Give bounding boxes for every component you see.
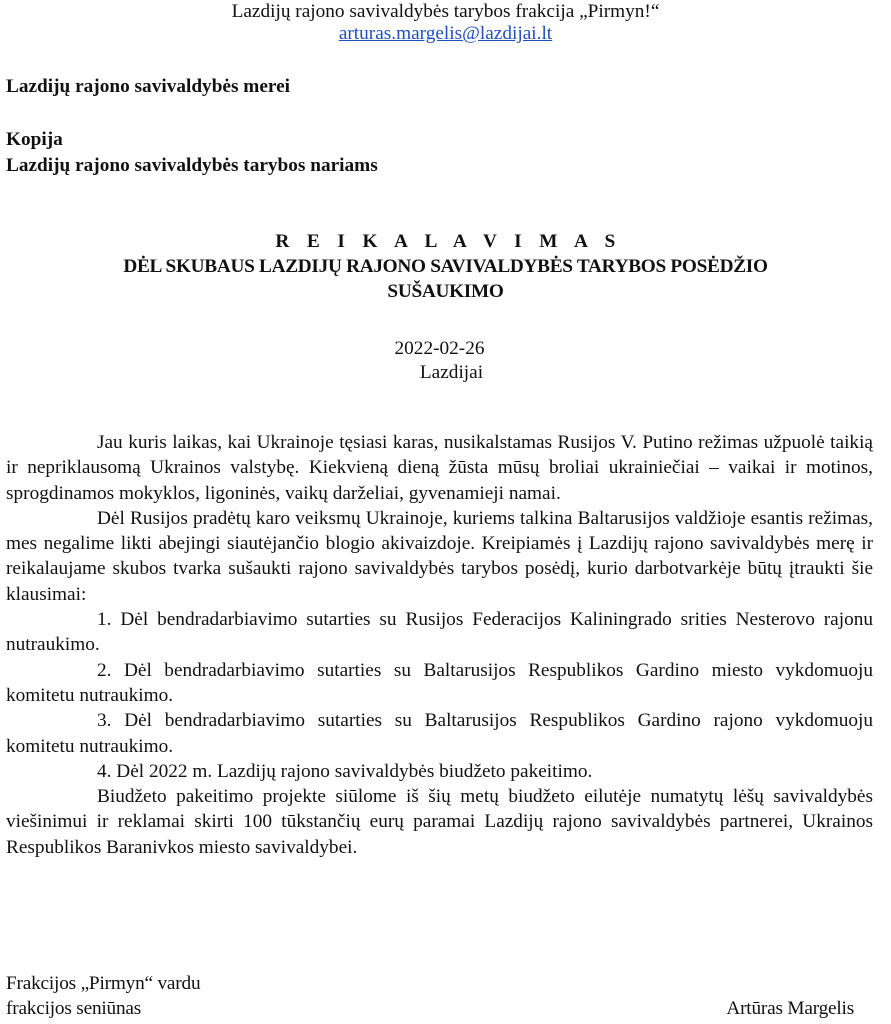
- date-place: [0, 337, 891, 385]
- organization-name: Lazdijų rajono savivaldybės tarybos frakcija „Pirmyn!“: [231, 1, 660, 22]
- signature-role: frakcijos seniūnas: [6, 998, 142, 1019]
- signature-block: [6, 971, 200, 1021]
- copy-recipient: Lazdijų rajono savivaldybės tarybos nariams: [6, 155, 378, 176]
- agenda-item-4: 4. Dėl 2022 m. Lazdijų rajono savivaldybės biudžeto pakeitimo.: [97, 760, 593, 782]
- copy-label: Kopija: [6, 129, 63, 150]
- signature-name: Artūras Margelis: [726, 998, 854, 1019]
- subject-line-1: DĖL SKUBAUS LAZDIJŲ RAJONO SAVIVALDYBĖS TARYBOS POSĖDŽIO: [123, 256, 768, 277]
- document-title: [0, 229, 891, 304]
- addressee-primary: Lazdijų rajono savivaldybės merei: [6, 76, 291, 97]
- agenda-item-3: 3. Dėl bendradarbiavimo sutarties su Baltarusijos Respublikos Gardino rajono vykdomuoju komitetu nutraukimo.: [6, 710, 873, 757]
- agenda-item-2: 2. Dėl bendradarbiavimo sutarties su Baltarusijos Respublikos Gardino miesto vykdomuoju komitetu nutraukimo.: [6, 659, 873, 706]
- agenda-item-1: 1. Dėl bendradarbiavimo sutarties su Rusijos Federacijos Kaliningrado srities Nesterovo rajonu nutraukimo.: [6, 609, 873, 656]
- document-place: Lazdijai: [419, 362, 484, 383]
- letterhead: [0, 1, 891, 45]
- document-type: R E I K A L A V I M A S: [275, 231, 622, 252]
- document-date: 2022-02-26: [394, 338, 485, 359]
- email-link[interactable]: arturas.margelis@lazdijai.lt: [338, 23, 553, 44]
- addressee-copy-block: [6, 127, 378, 179]
- document-body: [6, 430, 873, 860]
- subject-line-2: SUŠAUKIMO: [387, 281, 504, 302]
- paragraph-request: Dėl Rusijos pradėtų karo veiksmų Ukrainoje, kuriems talkina Baltarusijos valdžioje esantis režimas, mes negalime likti abejingi siautėjančio blogio akivaizdoje. Kreipiamės į Lazdijų rajono savivaldybės merę ir reikalaujame skubos tvarka sušaukti rajono savivaldybės tarybos posėdį, kurio darbotvarkėje būtų įtraukti šie klausimai:: [6, 507, 873, 605]
- signature-on-behalf: Frakcijos „Pirmyn“ vardu: [6, 973, 201, 994]
- paragraph-intro: Jau kuris laikas, kai Ukrainoje tęsiasi karas, nusikalstamas Rusijos V. Putino režimas užpuolė taikią ir nepriklausomą Ukrainos valstybę. Kiekvieną dieną žūsta mūsų broliai ukrainiečiai – vaikai ir motinos, sprogdinamos mokyklos, ligoninės, vaikų darželiai, gyvenamieji namai.: [6, 432, 873, 504]
- paragraph-budget: Biudžeto pakeitimo projekte siūlome iš šių metų biudžeto eilutėje numatytų lėšų savivaldybės viešinimui ir reklamai skirti 100 tūkstančių eurų paramai Lazdijų rajono savivaldybės partnerei, Ukrainos Respublikos Baranivkos miesto savivaldybei.: [6, 786, 873, 858]
